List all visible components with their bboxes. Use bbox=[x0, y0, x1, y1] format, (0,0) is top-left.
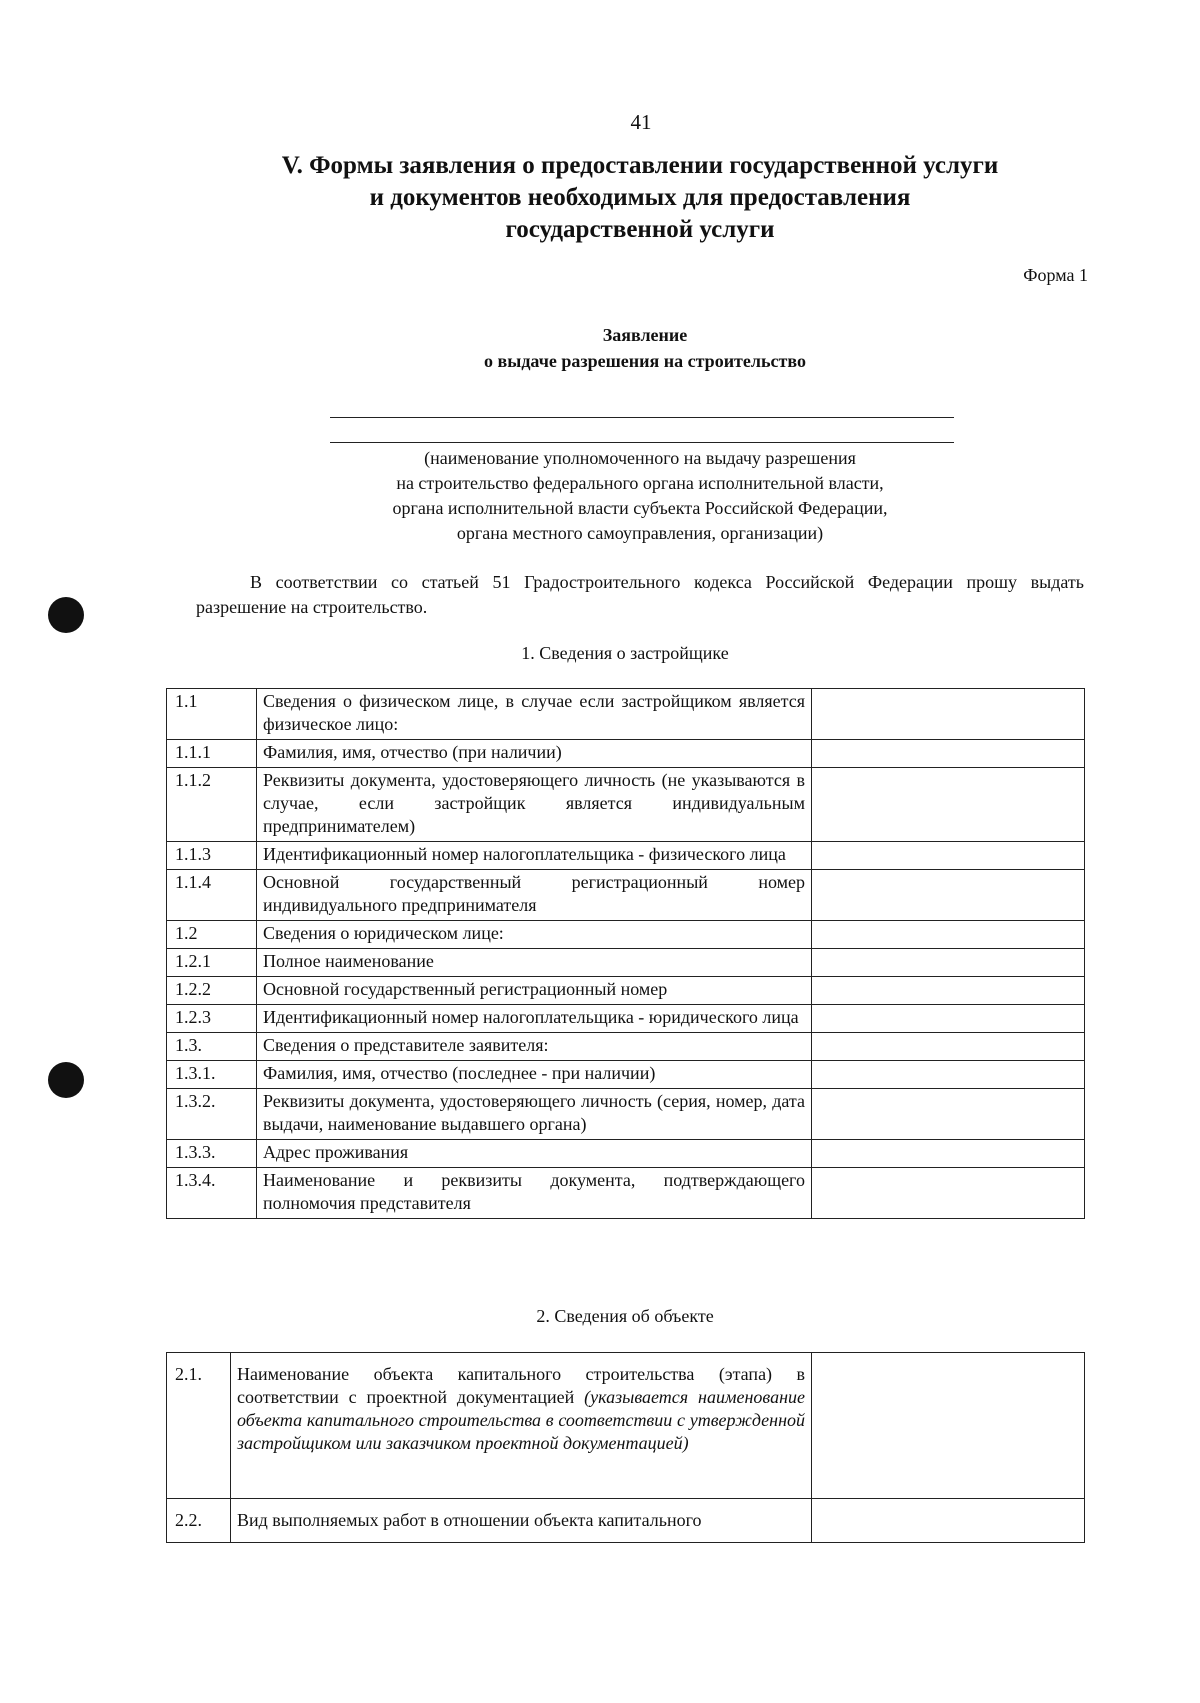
row-value-field[interactable] bbox=[812, 1089, 1085, 1140]
row-description: Полное наименование bbox=[257, 949, 812, 977]
row-number: 1.3.2. bbox=[167, 1089, 257, 1140]
row-value-field[interactable] bbox=[812, 1033, 1085, 1061]
table-row bbox=[167, 1499, 1085, 1543]
row-description: Идентификационный номер налогоплательщика - физического лица bbox=[257, 842, 812, 870]
table-row bbox=[167, 1168, 1085, 1219]
row-value-field[interactable] bbox=[812, 842, 1085, 870]
authority-caption-line: (наименование уполномоченного на выдачу разрешения bbox=[424, 448, 856, 468]
row-value-field[interactable] bbox=[812, 1140, 1085, 1168]
row-value-field[interactable] bbox=[812, 977, 1085, 1005]
table-row bbox=[167, 689, 1085, 740]
row-description-text: Наименование объекта капитального строительства (этапа) в соответствии с проектной документацией bbox=[237, 1364, 805, 1407]
row-description: Основной государственный регистрационный номер индивидуального предпринимателя bbox=[257, 870, 812, 921]
row-description-note: (указывается наименование объекта капитального строительства в соответствии с утвержденной застройщиком или заказчиком проектной документацией) bbox=[237, 1387, 805, 1453]
row-value-field[interactable] bbox=[812, 870, 1085, 921]
row-value-field[interactable] bbox=[812, 740, 1085, 768]
table-row bbox=[167, 921, 1085, 949]
authority-caption-line: органа местного самоуправления, организации) bbox=[456, 523, 824, 543]
row-description: Наименование и реквизиты документа, подтверждающего полномочия представителя bbox=[257, 1168, 812, 1219]
row-description: Идентификационный номер налогоплательщика - юридического лица bbox=[257, 1005, 812, 1033]
row-description: Реквизиты документа, удостоверяющего личность (серия, номер, дата выдачи, наименование выдавшего органа) bbox=[257, 1089, 812, 1140]
application-title-line: о выдаче разрешения на строительство bbox=[484, 351, 806, 371]
page-number: 41 bbox=[630, 110, 652, 134]
row-number: 1.1 bbox=[167, 689, 257, 740]
table-row bbox=[167, 1140, 1085, 1168]
form-label: Форма 1 bbox=[1023, 265, 1088, 285]
authority-fill-line[interactable] bbox=[330, 417, 954, 418]
table-row bbox=[167, 842, 1085, 870]
application-title bbox=[380, 322, 910, 374]
developer-info-table bbox=[166, 688, 1085, 1219]
row-value-field[interactable] bbox=[812, 1499, 1085, 1543]
row-number: 1.2.1 bbox=[167, 949, 257, 977]
row-number: 2.1. bbox=[167, 1353, 231, 1499]
row-number: 1.3.3. bbox=[167, 1140, 257, 1168]
row-description bbox=[231, 1353, 812, 1499]
authority-caption-line: органа исполнительной власти субъекта Российской Федерации, bbox=[392, 498, 888, 518]
row-number: 1.1.2 bbox=[167, 768, 257, 842]
row-description: Реквизиты документа, удостоверяющего личность (не указываются в случае, если застройщик является индивидуальным предпринимателем) bbox=[257, 768, 812, 842]
authority-caption bbox=[330, 446, 950, 546]
table-row bbox=[167, 1061, 1085, 1089]
row-description: Сведения о физическом лице, в случае если застройщиком является физическое лицо: bbox=[257, 689, 812, 740]
application-title-line: Заявление bbox=[602, 325, 688, 345]
table-row bbox=[167, 1353, 1085, 1499]
row-number: 1.1.1 bbox=[167, 740, 257, 768]
page-title-line: и документов необходимых для предоставления bbox=[369, 184, 911, 211]
row-value-field[interactable] bbox=[812, 1005, 1085, 1033]
row-value-field[interactable] bbox=[812, 949, 1085, 977]
row-value-field[interactable] bbox=[812, 768, 1085, 842]
section-heading-developer: 1. Сведения о застройщике bbox=[521, 643, 729, 663]
request-text: В соответствии со статьей 51 Градостроительного кодекса Российской Федерации прошу выдать разрешение на строительство. bbox=[196, 572, 1084, 617]
row-description: Вид выполняемых работ в отношении объекта капитального bbox=[231, 1499, 812, 1543]
row-number: 1.2 bbox=[167, 921, 257, 949]
row-number: 1.1.4 bbox=[167, 870, 257, 921]
row-description: Сведения о представителе заявителя: bbox=[257, 1033, 812, 1061]
row-value-field[interactable] bbox=[812, 921, 1085, 949]
binder-hole bbox=[48, 597, 84, 633]
table-row bbox=[167, 1005, 1085, 1033]
row-number: 1.2.2 bbox=[167, 977, 257, 1005]
row-number: 1.3. bbox=[167, 1033, 257, 1061]
row-description: Фамилия, имя, отчество (последнее - при наличии) bbox=[257, 1061, 812, 1089]
authority-caption-line: на строительство федерального органа исполнительной власти, bbox=[396, 473, 884, 493]
row-description: Адрес проживания bbox=[257, 1140, 812, 1168]
row-value-field[interactable] bbox=[812, 1353, 1085, 1499]
table-row bbox=[167, 1089, 1085, 1140]
row-number: 1.3.4. bbox=[167, 1168, 257, 1219]
row-number: 1.3.1. bbox=[167, 1061, 257, 1089]
authority-fill-line[interactable] bbox=[330, 442, 954, 443]
table-row bbox=[167, 740, 1085, 768]
row-value-field[interactable] bbox=[812, 1168, 1085, 1219]
row-value-field[interactable] bbox=[812, 689, 1085, 740]
row-number: 1.2.3 bbox=[167, 1005, 257, 1033]
page-title bbox=[240, 150, 1040, 246]
table-row bbox=[167, 977, 1085, 1005]
row-description: Фамилия, имя, отчество (при наличии) bbox=[257, 740, 812, 768]
table-row bbox=[167, 949, 1085, 977]
table-row bbox=[167, 870, 1085, 921]
row-description: Основной государственный регистрационный номер bbox=[257, 977, 812, 1005]
page-title-line: V. Формы заявления о предоставлении государственной услуги bbox=[281, 152, 999, 179]
section-heading-object: 2. Сведения об объекте bbox=[536, 1306, 714, 1326]
row-number: 1.1.3 bbox=[167, 842, 257, 870]
table-row bbox=[167, 1033, 1085, 1061]
binder-hole bbox=[48, 1062, 84, 1098]
row-value-field[interactable] bbox=[812, 1061, 1085, 1089]
page-title-line: государственной услуги bbox=[505, 216, 775, 243]
object-info-table bbox=[166, 1352, 1085, 1543]
table-row bbox=[167, 768, 1085, 842]
row-description: Сведения о юридическом лице: bbox=[257, 921, 812, 949]
row-number: 2.2. bbox=[167, 1499, 231, 1543]
